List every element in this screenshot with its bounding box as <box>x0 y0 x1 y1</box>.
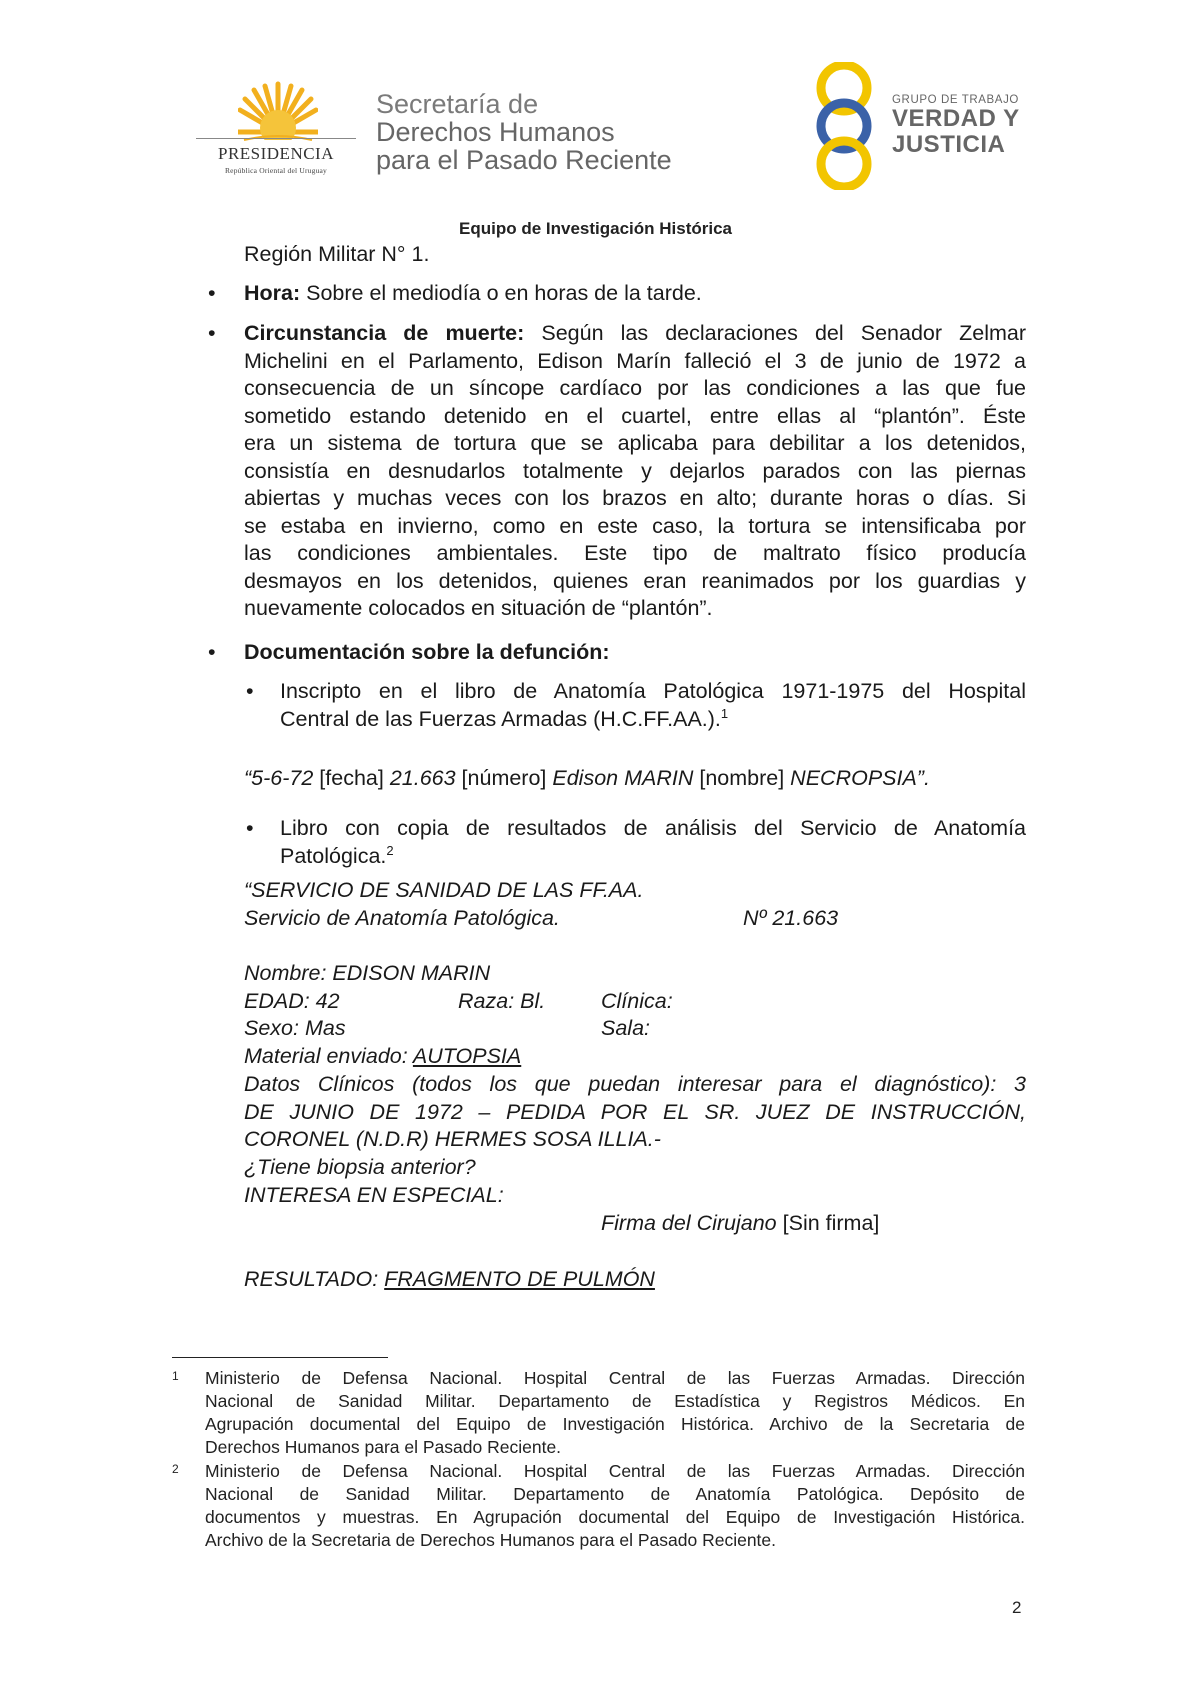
circ-line: era un sistema de tortura que se aplicaba para debilitar a los detenidos, <box>244 431 1026 455</box>
presidencia-rule <box>196 138 356 139</box>
sub2-line-2-text: Patológica. <box>280 843 387 868</box>
report-raza <box>458 988 545 1016</box>
footnote-ref-2[interactable]: 2 <box>386 842 394 858</box>
circ-label: Circunstancia de muerte: <box>244 321 525 345</box>
grupo-big-text-2: JUSTICIA <box>892 131 1006 158</box>
material-label: Material enviado: <box>244 1044 413 1068</box>
report-numero <box>743 905 838 933</box>
raza-text: Raza: Bl. <box>458 989 546 1013</box>
secretaria-line-3: para el Pasado Reciente <box>376 145 672 175</box>
report-servicio-1 <box>244 877 643 905</box>
secretaria-line-1: Secretaría de <box>376 89 539 119</box>
presidencia-name: PRESIDENCIA <box>217 144 334 163</box>
grupo-logo-text <box>892 94 1020 158</box>
footnote-mark-2: 2 <box>172 1462 179 1476</box>
documentacion-label: Documentación sobre la defunción: <box>244 640 610 664</box>
resultado-value: FRAGMENTO DE PULMÓN <box>384 1267 655 1291</box>
team-heading: Equipo de Investigación Histórica <box>459 219 732 238</box>
circ-line: las condiciones ambientales. Este tipo de maltrato físico producía <box>244 541 1026 565</box>
hora-text: Sobre el mediodía o en horas de la tarde. <box>300 281 702 305</box>
circ-line: nuevamente colocados en situación de “plantón”. <box>244 596 713 620</box>
footnote-line: Ministerio de Defensa Nacional. Hospital Central de las Fuerzas Armadas. Dirección <box>205 1461 1025 1481</box>
quote-necropsia: NECROPSIA”. <box>790 766 930 790</box>
footnote-line: Archivo de la Secretaria de Derechos Humanos para el Pasado Reciente. <box>205 1530 777 1550</box>
secretaria-logo-text <box>376 90 672 174</box>
footnote-line: Nacional de Sanidad Militar. Departamento de Anatomía Patológica. Depósito de <box>205 1484 1025 1504</box>
sin-firma-text: [Sin firma] <box>776 1211 880 1235</box>
footnote-line: documentos y muestras. En Agrupación documental del Equipo de Investigación Histórica. <box>205 1507 1025 1527</box>
footnote-line: Ministerio de Defensa Nacional. Hospital Central de las Fuerzas Armadas. Dirección <box>205 1368 1025 1388</box>
sub1-line-2 <box>280 706 1026 734</box>
sub2-line-1: Libro con copia de resultados de análisis del Servicio de Anatomía <box>280 816 1026 840</box>
quote-fecha: [fecha] <box>313 766 390 790</box>
circ-line: consistía en desnudarlos totalmente y dejarlos parados con las piernas <box>244 458 1026 483</box>
rings-logo-icon <box>812 62 876 190</box>
necropsia-quote <box>244 765 930 793</box>
circ-line: desmayos en los detenidos, quienes eran reanimados por los guardias y <box>244 568 1026 593</box>
bullet-icon: • <box>208 640 216 664</box>
sub-item-2 <box>280 815 1026 870</box>
report-biopsia <box>244 1154 476 1182</box>
circ-line: consecuencia de un síncope cardíaco por las condiciones a las que fue <box>244 376 1026 400</box>
footnote-mark-1: 1 <box>172 1369 179 1383</box>
quote-date: “5-6-72 <box>244 766 314 790</box>
circ-line-text: Según las declaraciones del Senador Zelmar <box>524 321 1026 345</box>
grupo-big-text-1: VERDAD Y <box>892 105 1020 132</box>
footnote-1 <box>205 1367 1025 1459</box>
sub1-line-1: Inscripto en el libro de Anatomía Patológica 1971-1975 del Hospital <box>280 679 1026 703</box>
material-value: AUTOPSIA <box>412 1044 522 1068</box>
report-nombre <box>244 960 490 988</box>
sub-bullet-icon: • <box>246 816 254 840</box>
footnote-line: Agrupación documental del Equipo de Investigación Histórica. Archivo de la Secretaria de <box>205 1414 1025 1434</box>
quote-name: Edison MARIN <box>552 766 694 790</box>
biopsia-text: ¿Tiene biopsia anterior? <box>244 1155 476 1179</box>
sub2-line-2 <box>280 843 1026 871</box>
presidencia-subtitle: República Oriental del Uruguay <box>224 166 327 175</box>
interesa-text: INTERESA EN ESPECIAL: <box>244 1183 504 1207</box>
footnote-ref-1[interactable]: 1 <box>720 705 729 721</box>
datos-line: CORONEL (N.D.R) HERMES SOSA ILLIA.- <box>244 1127 661 1151</box>
circ-line: abiertas y muchas veces con los brazos en alto; durante horas o días. Si <box>244 486 1026 510</box>
page-number: 2 <box>1012 1598 1022 1617</box>
sub-item-1 <box>280 678 1026 733</box>
sub-bullet-icon: • <box>246 679 254 703</box>
firma-text: Firma del Cirujano <box>601 1211 777 1235</box>
sub1-line-2-text: Central de las Fuerzas Armadas (H.C.FF.AA.). <box>280 706 721 731</box>
circ-line: se estaba en invierno, como en este caso, la tortura se intensificaba por <box>244 513 1026 538</box>
quote-number: 21.663 <box>389 766 456 790</box>
footnote-line: Derechos Humanos para el Pasado Reciente. <box>205 1437 562 1457</box>
footnote-2 <box>205 1460 1025 1552</box>
servicio-2-text: Servicio de Anatomía Patológica. <box>244 906 560 930</box>
report-interesa <box>244 1182 504 1210</box>
bullet-icon: • <box>208 321 216 345</box>
circunstancia-paragraph <box>244 320 1026 623</box>
nombre-text: Nombre: EDISON MARIN <box>244 961 491 985</box>
report-material <box>244 1043 521 1071</box>
report-sala <box>601 1015 650 1043</box>
quote-numero: [número] <box>455 766 553 790</box>
report-servicio-2 <box>244 905 560 933</box>
report-firma <box>601 1210 879 1238</box>
circ-line: Michelini en el Parlamento, Edison Marín falleció el 3 de junio de 1972 a <box>244 348 1026 373</box>
datos-line: Datos Clínicos (todos los que puedan interesar para el diagnóstico): 3 <box>244 1072 1026 1096</box>
servicio-1-text: “SERVICIO DE SANIDAD DE LAS FF.AA. <box>244 878 644 902</box>
sala-text: Sala: <box>601 1016 651 1040</box>
bullet-icon: • <box>208 281 216 305</box>
footnote-line: Nacional de Sanidad Militar. Departamento de Estadística y Registros Médicos. En <box>205 1391 1025 1411</box>
sexo-text: Sexo: Mas <box>244 1016 346 1040</box>
secretaria-line-2: Derechos Humanos <box>376 117 615 147</box>
region-line: Región Militar N° 1. <box>244 242 430 266</box>
report-sexo <box>244 1015 346 1043</box>
clinica-text: Clínica: <box>601 989 673 1013</box>
report-datos-clinicos <box>244 1071 1026 1154</box>
report-resultado <box>244 1266 655 1294</box>
report-clinica <box>601 988 673 1016</box>
circ-line: sometido estando detenido en el cuartel, entre ellas al “plantón”. Éste <box>244 403 1026 428</box>
edad-text: EDAD: 42 <box>244 989 340 1013</box>
documentacion-heading <box>244 639 610 667</box>
circ-line <box>244 320 1026 348</box>
hora-label: Hora: <box>244 281 301 305</box>
datos-line: DE JUNIO DE 1972 – PEDIDA POR EL SR. JUEZ DE INSTRUCCIÓN, <box>244 1099 1026 1124</box>
numero-text: Nº 21.663 <box>743 906 839 930</box>
resultado-label: RESULTADO: <box>244 1267 385 1291</box>
hora-item <box>244 280 702 308</box>
footnote-separator <box>172 1357 388 1358</box>
report-edad <box>244 988 340 1016</box>
quote-nombre: [nombre] <box>693 766 791 790</box>
grupo-small-text: GRUPO DE TRABAJO <box>892 94 1019 106</box>
